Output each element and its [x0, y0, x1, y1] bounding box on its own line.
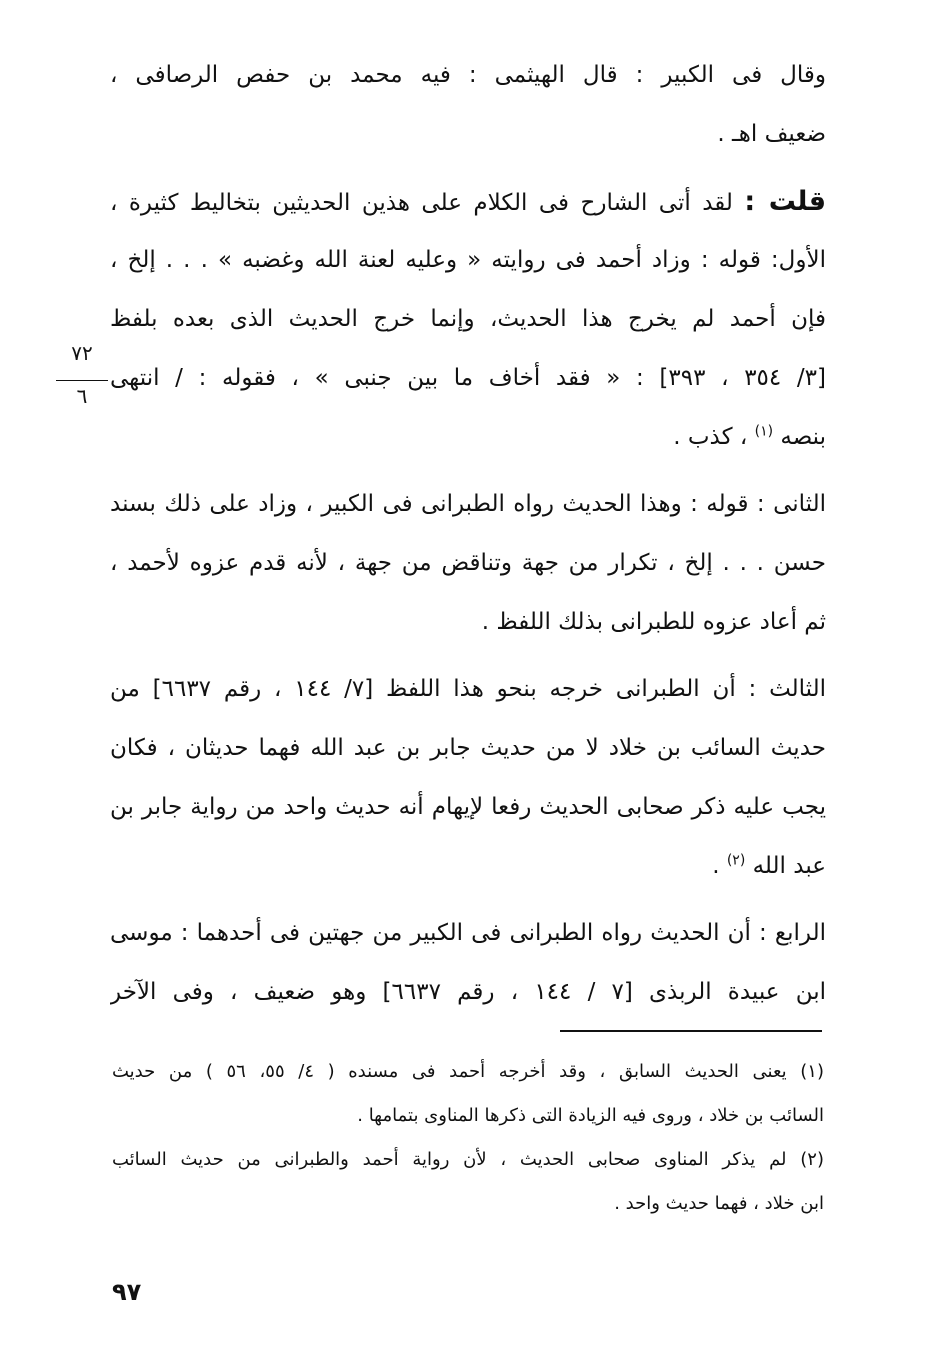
text-line-content: ، كذب . — [673, 424, 748, 450]
paragraph-1 — [110, 46, 826, 164]
text-line-content: بنصه — [780, 424, 826, 450]
footnote-line: (١) يعنى الحديث السابق ، وقد أخرجه أحمد فى مسنده ( ٤/ ٥٥، ٥٦ ) من حديث — [112, 1061, 824, 1082]
text-line: الثالث : أن الطبرانى خرجه بنحو هذا اللفظ [٧/ ١٤٤ ، رقم ٦٦٣٧] من — [110, 676, 826, 702]
page-number: ٩٧ — [112, 1278, 142, 1306]
paragraph-3 — [110, 475, 826, 652]
footnote-2 — [112, 1138, 824, 1226]
text-line: [٣/ ٣٥٤ ، ٣٩٣] : « فقد أخاف ما بين جنبى » ، فقوله : / انتهى — [110, 365, 826, 391]
text-line — [110, 837, 826, 896]
text-line-content: لقد أتى الشارح فى الكلام على هذين الحديثين بتخاليط كثيرة ، — [110, 190, 733, 216]
text-line-content: . — [712, 853, 720, 879]
text-line: ضعيف اهـ . — [717, 121, 826, 147]
footnote-line: السائب بن خلاد ، وروى فيه الزيادة التى ذكرها المناوى بتمامها . — [357, 1105, 824, 1126]
footnote-divider — [560, 1030, 822, 1032]
text-line: وقال فى الكبير : قال الهيثمى : فيه محمد بن حفص الرصافى ، — [110, 62, 826, 88]
text-line: حسن . . . إلخ ، تكرار من جهة وتناقض من جهة ، لأنه قدم عزوه لأحمد ، — [110, 550, 826, 576]
text-line: الثانى : قوله : وهذا الحديث رواه الطبرانى فى الكبير ، وزاد على ذلك بسند — [110, 491, 826, 517]
margin-marker-bottom: ٦ — [76, 384, 88, 408]
text-line: الأول: قوله : وزاد أحمد فى روايته « وعليه لعنة الله وغضبه » . . . إلخ ، — [110, 247, 826, 273]
text-line: ابن عبيدة الربذى [٧ / ١٤٤ ، رقم ٦٦٣٧] وهو ضعيف ، وفى الآخر — [110, 979, 826, 1005]
footnote-line: (٢) لم يذكر المناوى صحابى الحديث ، لأن رواية أحمد والطبرانى من حديث السائب — [112, 1149, 824, 1170]
footnote-ref[interactable]: (٢) — [726, 852, 746, 869]
text-line: يجب عليه ذكر صحابى الحديث رفعا لإيهام أنه حديث واحد من رواية جابر بن — [110, 794, 826, 820]
margin-marker-rule — [56, 380, 108, 381]
main-text — [110, 46, 826, 1022]
margin-marker-top: ٧٢ — [71, 341, 93, 365]
footnote-line: ابن خلاد ، فهما حديث واحد . — [614, 1193, 824, 1214]
footnotes — [112, 1050, 824, 1226]
text-line — [110, 408, 826, 467]
margin-page-marker — [56, 340, 108, 409]
text-line — [110, 172, 826, 231]
text-line: فإن أحمد لم يخرج هذا الحديث، وإنما خرج الحديث الذى بعده بلفظ — [110, 306, 826, 332]
lead-word: قلت : — [744, 186, 826, 217]
text-line-content: عبد الله — [752, 853, 826, 879]
paragraph-5 — [110, 904, 826, 1022]
paragraph-2 — [110, 172, 826, 467]
text-line: حديث السائب بن خلاد لا من حديث جابر بن عبد الله فهما حديثان ، فكان — [110, 735, 826, 761]
paragraph-4 — [110, 660, 826, 896]
footnote-1 — [112, 1050, 824, 1138]
text-line: الرابع : أن الحديث رواه الطبرانى فى الكبير من جهتين فى أحدهما : موسى — [110, 920, 826, 946]
text-line: ثم أعاد عزوه للطبرانى بذلك اللفظ . — [481, 609, 826, 635]
footnote-ref[interactable]: (١) — [754, 423, 774, 440]
